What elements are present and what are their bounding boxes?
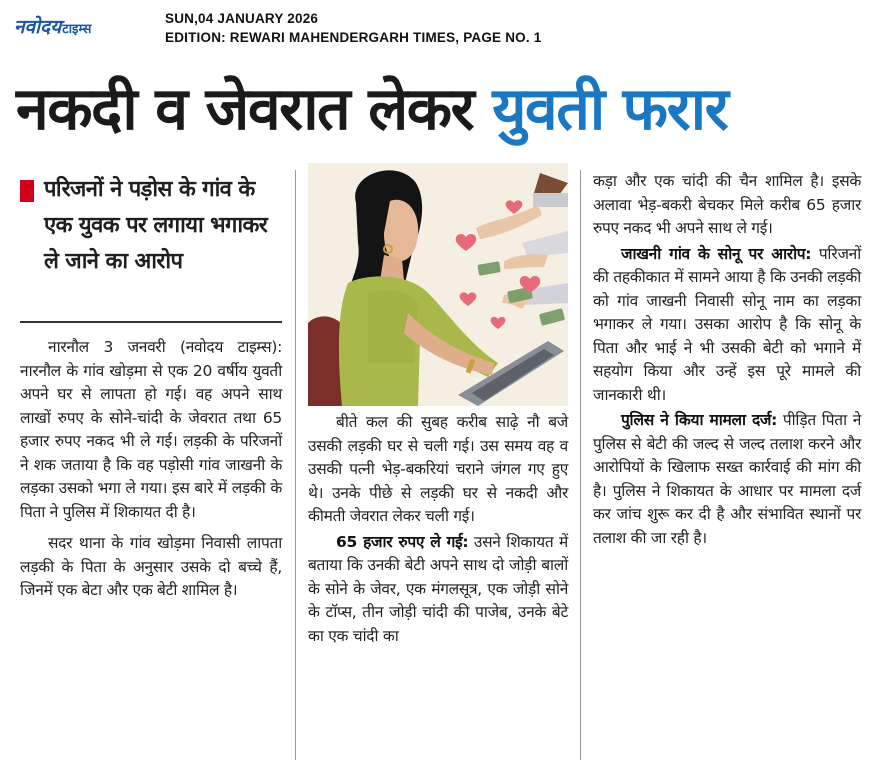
col1-paragraph-1: नारनौल 3 जनवरी (नवोदय टाइम्स): नारनौल के गांव खोड़मा से एक 20 वर्षीय युवती अपने घर से लापता हो गई। वह अपने साथ लाखों रुपए के सोने-चांदी के जेवरात तथा 65 हजार रुपए नकद भी ले गई। लड़की के परिजनों ने शक जताया है कि वह पड़ोसी गांव जाखनी के लड़का उसको भगा ले गया। इस बारे में लड़की के पिता ने पुलिस में शिकायत दी है।: [20, 338, 282, 521]
edition-line: EDITION: REWARI MAHENDERGARH TIMES, PAGE NO. 1: [165, 30, 542, 45]
article-column-2: [308, 411, 568, 648]
newspaper-logo: [14, 13, 91, 39]
brand-main: नवोदय: [14, 16, 62, 38]
article-column-3: [593, 170, 861, 550]
col3-paragraph-2-text: परिजनों की तहकीकात में सामने आया है कि उनकी लड़की को गांव जाखनी निवासी सोनू नाम का लड़का भगाकर ले गया। उसका आरोप है कि सोनू के पिता और भाई ने भी उसकी बेटी को भगाने में सहयोग किया और उन्हें इस पूरे मामले की जानकारी थी।: [593, 244, 861, 404]
col3-subheading-2: पुलिस ने किया मामला दर्ज:: [621, 411, 778, 429]
subheadline: [20, 172, 285, 280]
col2-subheading: 65 हजार रुपए ले गई:: [336, 532, 469, 551]
col2-paragraph-2-text: उसने शिकायत में बताया कि उनकी बेटी अपने साथ दो जोड़ी बालों के सोने के जेवर, एक मंगलसूत्र, एक जोड़ी सोने के टॉप्स, तीन जोड़ी चांदी की पाजेब, उनके बेटे का एक चांदी का: [308, 532, 568, 645]
subheadline-rule: [20, 321, 282, 323]
brand-sub: टाइम्स: [62, 22, 92, 37]
column-divider-1: [295, 170, 296, 760]
masthead: [0, 0, 874, 58]
col1-paragraph-2: सदर थाना के गांव खोड़मा निवासी लापता लड़की के पिता के अनुसार उसके दो बच्चे हैं, जिनमें एक बेटा और एक बेटी शामिल है।: [20, 534, 282, 599]
col3-paragraph-2: [593, 243, 861, 408]
col3-paragraph-1: कड़ा और एक चांदी की चैन शामिल है। इसके अलावा भेड़-बकरी बेचकर मिले करीब 65 हजार रुपए नकद भी अपने साथ ले गई।: [593, 172, 861, 237]
headline-part-black: नकदी व जेवरात लेकर: [16, 74, 493, 143]
col2-paragraph-2: [308, 531, 568, 649]
col3-subheading-1: जाखनी गांव के सोनू पर आरोप:: [621, 244, 812, 263]
col3-paragraph-3: [593, 409, 861, 550]
col3-paragraph-3-text: पीड़ित पिता ने पुलिस से बेटी की जल्द से जल्द तलाश करने और आरोपियों के खिलाफ सख्त कार्रवाई की मांग की है। पुलिस ने शिकायत के आधार पर मामला दर्ज कर जांच शुरू कर दी है और संभावित स्थानों पर तलाश की जा रही है।: [593, 411, 861, 547]
col2-paragraph-1: बीते कल की सुबह करीब साढ़े नौ बजे उसकी लड़की घर से चली गई। उस समय वह व उसकी पत्नी भेड़-बकरियां चराने जंगल गए हुए थे। उनके पीछे से लड़की घर से नकदी और कीमती जेवरात लेकर चली गई।: [308, 413, 568, 525]
column-divider-2: [580, 170, 581, 760]
headline-part-blue: युवती फरार: [492, 74, 728, 143]
article-column-1: [20, 336, 282, 603]
red-bullet-icon: [20, 180, 34, 202]
article-illustration: [308, 163, 568, 406]
edition-info: [165, 9, 541, 47]
subheadline-text: परिजनों ने पड़ोस के गांव के एक युवक पर लगाया भगाकर ले जाने का आरोप: [44, 177, 268, 274]
headline: [16, 68, 866, 150]
date-line: SUN,04 JANUARY 2026: [165, 11, 319, 26]
woman-online-chat-illustration-icon: [308, 163, 568, 406]
